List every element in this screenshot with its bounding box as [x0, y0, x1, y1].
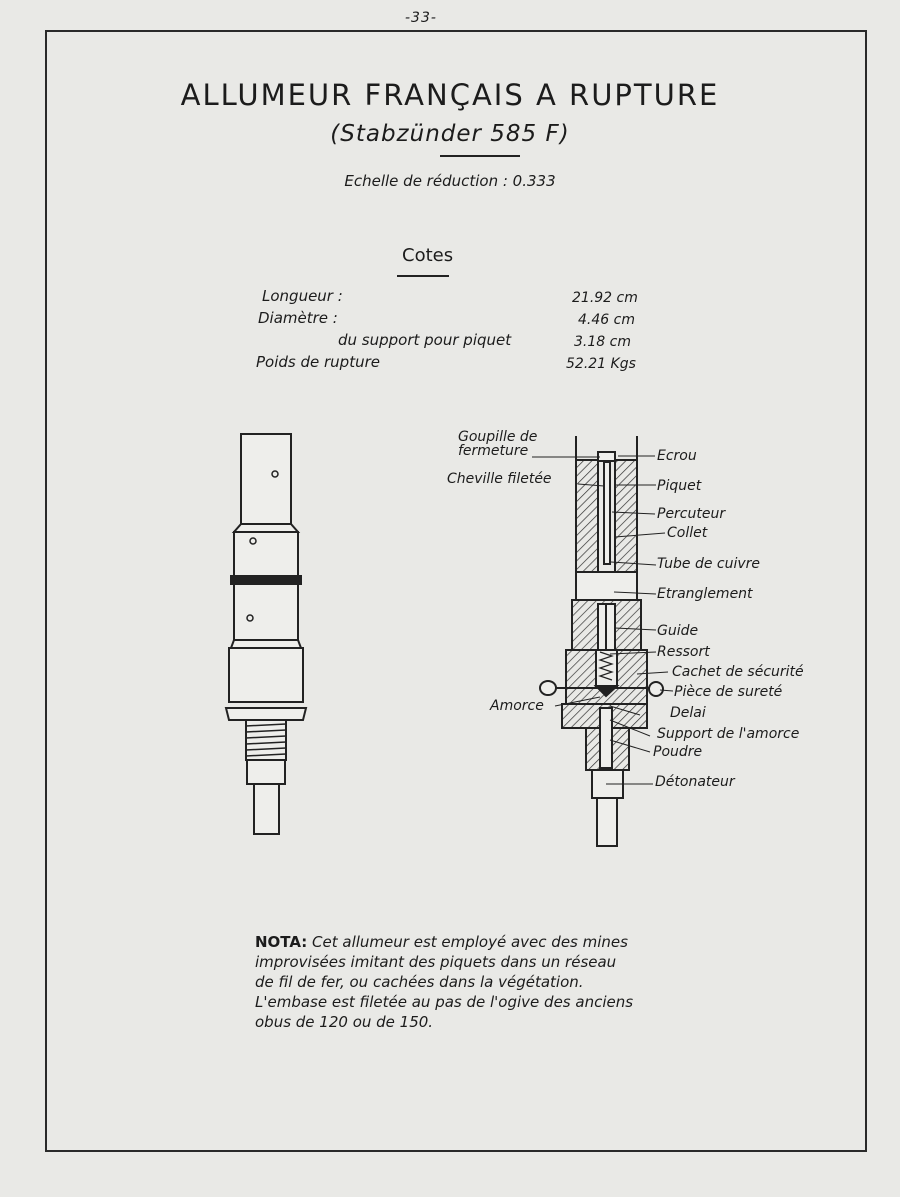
note-line: Cet allumeur est employé avec des mines	[312, 933, 628, 951]
page-title: ALLUMEUR FRANÇAIS A RUPTURE	[180, 78, 720, 112]
note-line: obus de 120 ou de 150.	[255, 1013, 434, 1031]
callout-detonateur: Détonateur	[655, 774, 735, 790]
dim-value-diameter: 4.46 cm	[578, 312, 635, 328]
dim-label-diameter: Diamètre :	[258, 309, 338, 327]
note-line: de fil de fer, ou cachées dans la végétation.	[255, 973, 584, 991]
note-block	[255, 932, 815, 1032]
page-number: -33-	[405, 10, 437, 26]
callout-support: Support de l'amorce	[657, 726, 800, 742]
callout-goupille-line2: fermeture	[458, 443, 529, 459]
callout-amorce: Amorce	[490, 698, 544, 714]
scale-caption: Echelle de réduction : 0.333	[344, 172, 556, 190]
note-line: improvisées imitant des piquets dans un réseau	[255, 953, 617, 971]
callout-piece: Pièce de sureté	[674, 684, 783, 700]
callout-poudre: Poudre	[653, 744, 703, 760]
dim-value-weight: 52.21 Kgs	[566, 356, 636, 372]
note-line: L'embase est filetée au pas de l'ogive des anciens	[255, 993, 634, 1011]
callout-goupille-line1: Goupille de	[458, 429, 538, 445]
callout-ecrou: Ecrou	[657, 448, 697, 464]
dim-label-support: du support pour piquet	[338, 331, 512, 349]
dim-label-weight: Poids de rupture	[256, 353, 380, 371]
dimensions-heading: Cotes	[402, 245, 454, 266]
callout-ressort: Ressort	[657, 644, 710, 660]
callout-etranglement: Etranglement	[657, 586, 753, 602]
dim-value-support: 3.18 cm	[574, 334, 631, 350]
callout-percuteur: Percuteur	[657, 506, 726, 522]
note-label: NOTA:	[255, 933, 308, 951]
callout-guide: Guide	[657, 623, 699, 639]
igniter-exterior-view	[226, 434, 306, 834]
callout-tube: Tube de cuivre	[657, 556, 761, 572]
dim-label-length: Longueur :	[262, 287, 343, 305]
callout-piquet: Piquet	[657, 478, 702, 494]
callout-cheville: Cheville filetée	[447, 471, 552, 487]
dim-value-length: 21.92 cm	[572, 290, 638, 306]
page-subtitle: (Stabzünder 585 F)	[330, 121, 570, 147]
callout-collet: Collet	[667, 525, 708, 541]
callout-cachet: Cachet de sécurité	[672, 664, 804, 680]
callout-delai: Delai	[670, 705, 706, 721]
